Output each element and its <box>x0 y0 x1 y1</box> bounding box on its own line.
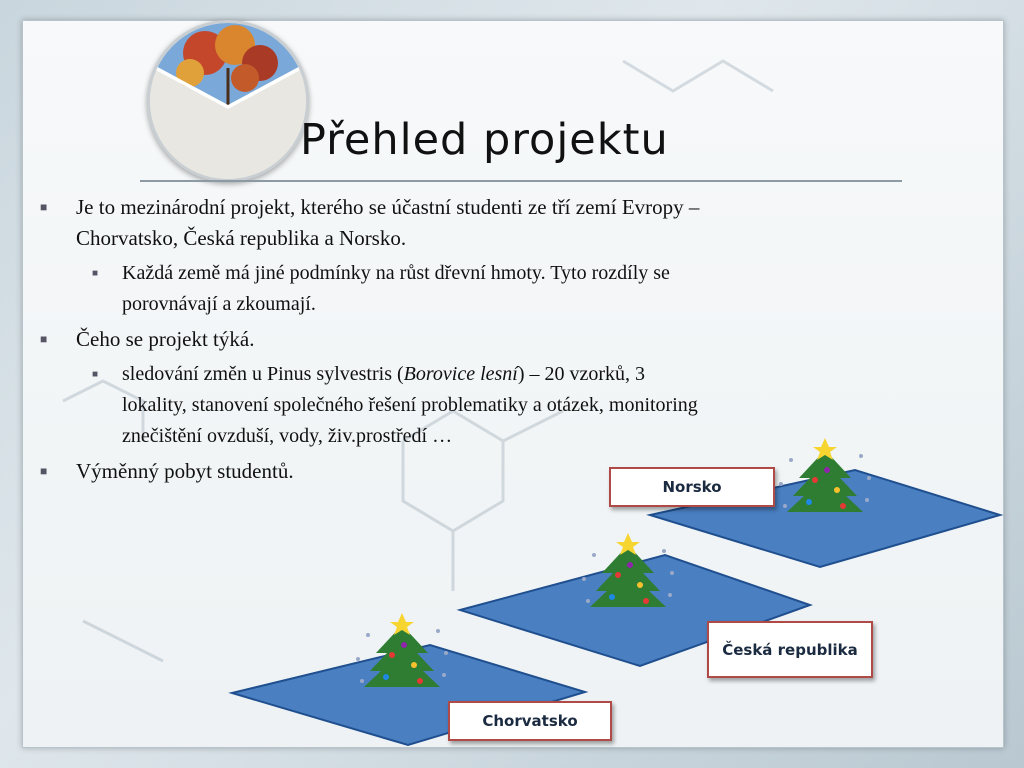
sub-bullet-text-part: sledování změn u Pinus sylvestris ( <box>122 363 404 385</box>
bullet-text: Je to mezinárodní projekt, kterého se účastní studenti ze tří zemí Evropy – Chorvatsko, Česká republika a Norsko. <box>76 195 700 250</box>
square-bullet-icon: ■ <box>92 369 99 380</box>
label-croatia: Chorvatsko <box>448 701 612 741</box>
bullet-text: Čeho se projekt týká. <box>76 327 255 351</box>
slide-title: Přehled projektu <box>300 115 669 165</box>
label-czech-republic: Česká republika <box>707 621 873 678</box>
square-bullet-icon: ■ <box>40 464 48 478</box>
bullet-text: Výměnný pobyt studentů. <box>76 459 294 483</box>
sub-bullet-text-part: ) – 20 vzorků, 3 lokality, stanovení společného řešení problematiky a otázek, monitoring znečištění ovzduší, vody, živ.prostředí … <box>122 363 698 447</box>
square-bullet-icon: ■ <box>40 332 48 346</box>
square-bullet-icon: ■ <box>40 200 48 214</box>
square-bullet-icon: ■ <box>92 268 99 279</box>
sub-bullet-text: Každá země má jiné podmínky na růst dřevní hmoty. Tyto rozdíly se porovnávají a zkoumají. <box>122 262 670 315</box>
label-norway: Norsko <box>609 467 775 507</box>
sub-bullet-italic: Borovice lesní <box>403 363 518 385</box>
